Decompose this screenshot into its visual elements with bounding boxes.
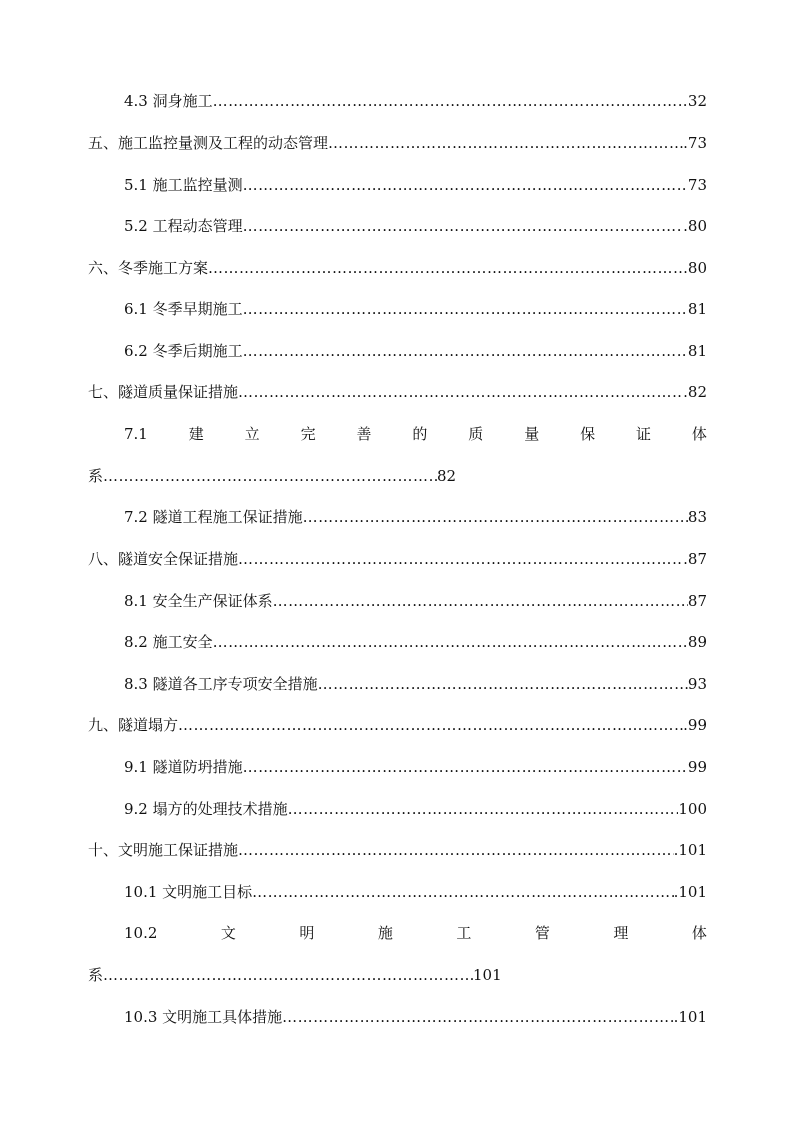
toc-entry[interactable] xyxy=(88,256,707,280)
toc-entry[interactable] xyxy=(88,131,707,155)
toc-entry-title: 九、隧道塌方 xyxy=(88,716,179,734)
toc-entry-title: 7.2 隧道工程施工保证措施 xyxy=(124,508,303,526)
toc-entry-title: 8.1 安全生产保证体系 xyxy=(124,592,273,610)
toc-entry-title: 十、文明施工保证措施 xyxy=(88,841,239,859)
toc-leader xyxy=(208,256,683,280)
toc-entry[interactable] xyxy=(124,505,707,529)
toc-entry-title: 七、隧道质量保证措施 xyxy=(88,383,239,401)
toc-entry[interactable] xyxy=(88,713,707,737)
toc-entry-page: .101 xyxy=(673,883,707,901)
toc-leader xyxy=(213,89,688,113)
toc-word: 7.1 xyxy=(124,425,148,443)
toc-entry-page: .82 xyxy=(683,383,707,401)
toc-entry[interactable] xyxy=(124,672,707,696)
toc-word: 10.2 xyxy=(124,924,158,942)
toc-entry-page: 101 xyxy=(473,966,502,984)
toc-entry[interactable] xyxy=(88,380,707,404)
toc-leader xyxy=(238,380,683,404)
toc-entry-title: 9.2 塌方的处理技术措施 xyxy=(124,800,288,818)
toc-leader xyxy=(238,547,683,571)
toc-entry-title: 6.2 冬季后期施工 xyxy=(124,342,243,360)
toc-leader xyxy=(252,880,673,904)
toc-word: 证 xyxy=(636,425,652,443)
toc-entry-page: 83 xyxy=(687,508,707,526)
toc-entry-continuation[interactable] xyxy=(88,963,502,987)
toc-leader xyxy=(243,339,688,363)
toc-leader xyxy=(282,1005,673,1029)
toc-entry[interactable] xyxy=(124,797,707,821)
toc-entry[interactable] xyxy=(124,1005,707,1029)
toc-word: 的 xyxy=(412,425,428,443)
toc-leader xyxy=(243,297,688,321)
toc-leader xyxy=(243,173,688,197)
toc-leader xyxy=(243,214,684,238)
toc-entry[interactable] xyxy=(88,838,707,862)
toc-word: 善 xyxy=(356,425,372,443)
toc-entry-title: 8.3 隧道各工序专项安全措施 xyxy=(124,675,318,693)
toc-leader xyxy=(288,797,679,821)
toc-entry-title: 6.1 冬季早期施工 xyxy=(124,300,243,318)
toc-entry-split[interactable] xyxy=(124,921,707,945)
toc-entry-title: 5.2 工程动态管理 xyxy=(124,217,243,235)
toc-word: 保 xyxy=(580,425,596,443)
toc-entry[interactable] xyxy=(124,589,707,613)
toc-entry-tail: 系 xyxy=(88,966,104,984)
toc-word: 施 xyxy=(377,924,393,942)
toc-leader xyxy=(243,755,688,779)
toc-word: 体 xyxy=(691,425,707,443)
toc-entry-split[interactable] xyxy=(124,422,707,446)
toc-entry-title: 10.1 文明施工目标 xyxy=(124,883,253,901)
toc-entry-title: 六、冬季施工方案 xyxy=(88,259,209,277)
toc-entry-page: 99 xyxy=(687,758,707,776)
toc-entry[interactable] xyxy=(88,547,707,571)
toc-entry-page: .99 xyxy=(683,716,707,734)
toc-word: 体 xyxy=(691,924,707,942)
toc-leader xyxy=(213,630,688,654)
toc-word: 明 xyxy=(299,924,315,942)
toc-entry-title: 4.3 洞身施工 xyxy=(124,92,213,110)
toc-entry-continuation[interactable] xyxy=(88,464,456,488)
toc-word: 建 xyxy=(188,425,204,443)
toc-entry-page: .87 xyxy=(683,550,707,568)
toc-leader xyxy=(303,505,688,529)
toc-word: 管 xyxy=(534,924,550,942)
toc-leader xyxy=(103,963,473,987)
toc-entry-page: 100 xyxy=(678,800,707,818)
toc-entry-page: .101 xyxy=(673,1008,707,1026)
toc-entry[interactable] xyxy=(124,173,707,197)
toc-entry[interactable] xyxy=(124,89,707,113)
toc-entry-title: 9.1 隧道防坍措施 xyxy=(124,758,243,776)
toc-entry-page: 32 xyxy=(687,92,707,110)
toc-word: 完 xyxy=(300,425,316,443)
toc-entry-page: 87 xyxy=(687,592,707,610)
toc-entry-title: 五、施工监控量测及工程的动态管理 xyxy=(88,134,329,152)
toc-entry[interactable] xyxy=(124,339,707,363)
toc-word: 质 xyxy=(468,425,484,443)
toc-entry-title: 5.1 施工监控量测 xyxy=(124,176,243,194)
toc-word: 立 xyxy=(244,425,260,443)
toc-entry-page: 93 xyxy=(687,675,707,693)
toc-entry-page: 73 xyxy=(687,176,707,194)
toc-entry[interactable] xyxy=(124,214,707,238)
toc-entry-title: 10.3 文明施工具体措施 xyxy=(124,1008,283,1026)
toc-leader xyxy=(328,131,683,155)
toc-entry-title: 八、隧道安全保证措施 xyxy=(88,550,239,568)
toc-leader xyxy=(238,838,674,862)
toc-leader xyxy=(318,672,688,696)
toc-entry-title: 8.2 施工安全 xyxy=(124,633,213,651)
toc-entry-page: 82 xyxy=(437,467,457,485)
toc-leader xyxy=(178,713,683,737)
toc-entry-page: .80 xyxy=(683,259,707,277)
toc-entry-page: .101 xyxy=(673,841,707,859)
toc-word: 文 xyxy=(220,924,236,942)
toc-entry-tail: 系 xyxy=(88,467,104,485)
toc-entry-page: 81 xyxy=(687,300,707,318)
toc-word: 理 xyxy=(613,924,629,942)
toc-leader xyxy=(103,464,437,488)
toc-word: 工 xyxy=(456,924,472,942)
toc-entry-page: .73 xyxy=(683,134,707,152)
toc-entry-page: 89 xyxy=(687,633,707,651)
toc-entry-page: 81 xyxy=(687,342,707,360)
toc-entry-page: .80 xyxy=(683,217,707,235)
toc-entry[interactable] xyxy=(124,880,707,904)
toc-entry[interactable] xyxy=(124,297,707,321)
toc-entry[interactable] xyxy=(124,755,707,779)
toc-leader xyxy=(273,589,688,613)
toc-entry[interactable] xyxy=(124,630,707,654)
toc-word: 量 xyxy=(524,425,540,443)
